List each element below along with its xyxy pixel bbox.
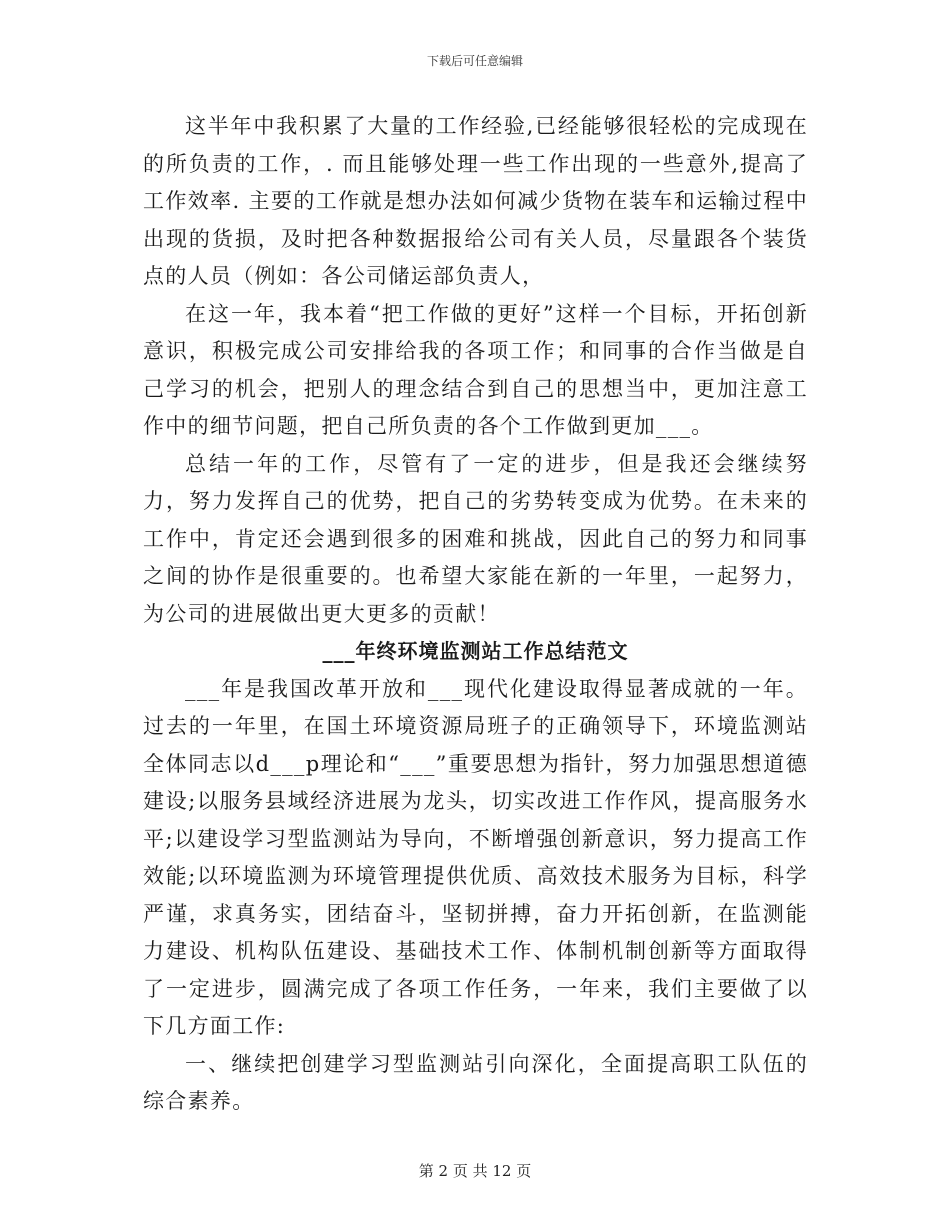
body-paragraph: 总结一年的工作，尽管有了一定的进步，但是我还会继续努力，努力发挥自己的优势，把自己的劣势转变成为优势。在未来的工作中，肯定还会遇到很多的困难和挑战，因此自己的努力和同事之间的协作是很重要的。也希望大家能在新的一年里，一起努力，为公司的进展做出更大更多的贡献！ bbox=[143, 451, 808, 626]
page-header: 下载后可任意编辑 bbox=[426, 54, 523, 68]
page-footer: 第 2 页 共 12 页 bbox=[418, 1162, 532, 1180]
body-paragraph: 一、继续把创建学习型监测站引向深化，全面提高职工队伍的综合素养。 bbox=[143, 1051, 808, 1113]
section-title: ___年终环境监测站工作总结范文 bbox=[322, 639, 629, 663]
body-paragraph: ___年是我国改革开放和___现代化建设取得显著成就的一年。过去的一年里，在国土环境资源局班子的正确领导下，环境监测站全体同志以d___p理论和“___”重要思想为指针，努力加强思想道德建设;以服务县域经济进展为龙头，切实改进工作作风，提高服务水平;以建设学习型监测站为导向，不断增强创新意识，努力提高工作效能;以环境监测为环境管理提供优质、高效技术服务为目标，科学严谨，求真务实，团结奋斗，坚韧拼搏，奋力开拓创新，在监测能力建设、机构队伍建设、基础技术工作、体制机制创新等方面取得了一定进步，圆满完成了各项工作任务，一年来，我们主要做了以下几方面工作: bbox=[143, 676, 808, 1038]
body-paragraph: 这半年中我积累了大量的工作经验,已经能够很轻松的完成现在的所负责的工作，. 而且能够处理一些工作出现的一些意外,提高了工作效率. 主要的工作就是想办法如何减少货物在装车和运输过程中出现的货损，及时把各种数据报给公司有关人员，尽量跟各个装货点的人员（例如：各公司储运部负责人， bbox=[143, 114, 808, 288]
body-paragraph: 在这一年，我本着“把工作做的更好”这样一个目标，开拓创新意识，积极完成公司安排给我的各项工作；和同事的合作当做是自己学习的机会，把别人的理念结合到自己的思想当中，更加注意工作中的细节问题，把自己所负责的各个工作做到更加___。 bbox=[143, 301, 808, 438]
document-body bbox=[143, 108, 808, 1121]
